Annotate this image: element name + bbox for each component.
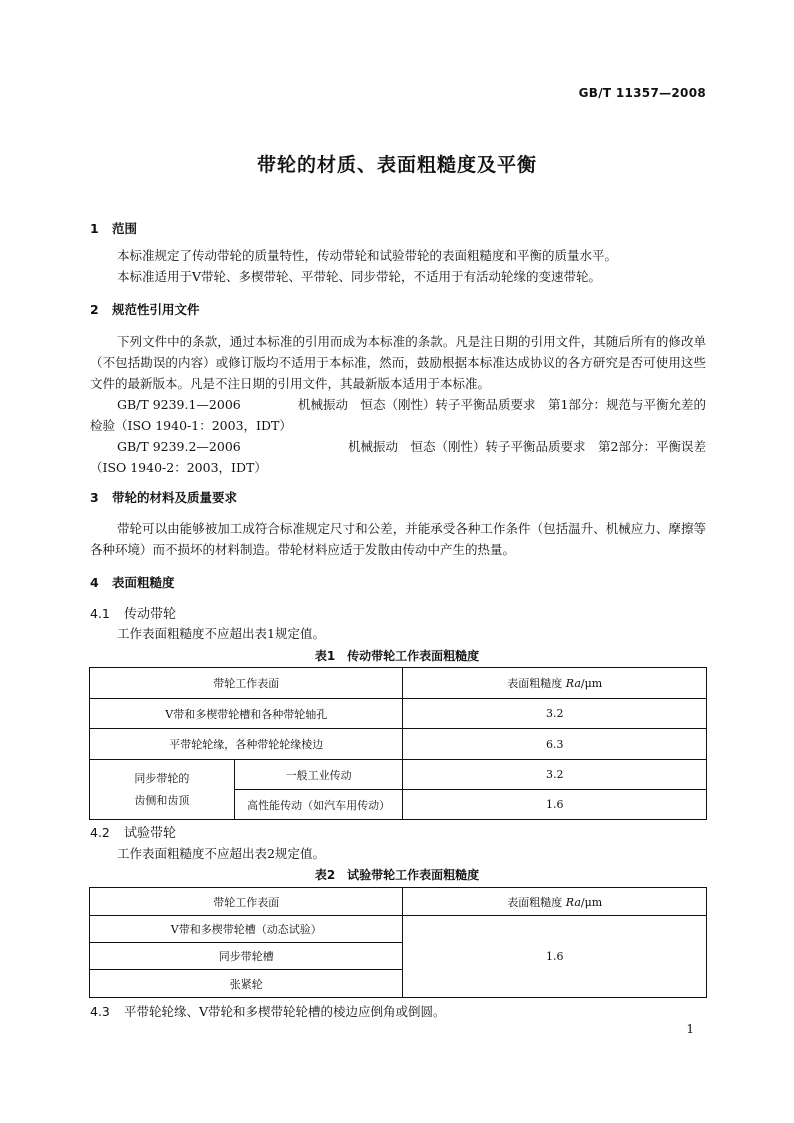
- section-1-heading: [90, 219, 137, 237]
- surface-cell: 平带轮轮缘，各种带轮轮缘棱边: [90, 729, 403, 760]
- ra-cell: 3.2: [403, 760, 707, 790]
- table-header-row: [90, 668, 707, 699]
- subsection-number: 4.2: [90, 825, 110, 840]
- section-2-paragraph-1: 下列文件中的条款，通过本标准的引用而成为本标准的条款。凡是注日期的引用文件，其随后所有的修改单（不包括勘误的内容）或修订版均不适用于本标准，然而，鼓励根据本标准达成协议的各方研究是否可使用这些文件的最新版本。凡是不注日期的引用文件，其最新版本适用于本标准。: [90, 334, 706, 391]
- ra-cell: 6.3: [403, 729, 707, 760]
- surface-cell: V带和多楔带轮槽和各种带轮轴孔: [90, 699, 403, 729]
- section-4-1-text: 工作表面粗糙度不应超出表1规定值。: [117, 626, 325, 641]
- ra-cell: 1.6: [403, 790, 707, 820]
- section-4-2-text: 工作表面粗糙度不应超出表2规定值。: [117, 846, 325, 861]
- table-2-caption: 表2 试验带轮工作表面粗糙度: [314, 868, 480, 882]
- section-number: 1: [90, 221, 99, 236]
- ra-cell: 1.6: [403, 916, 707, 998]
- table-1-caption: 表1 传动带轮工作表面粗糙度: [314, 649, 480, 663]
- table-header-row: [90, 888, 707, 916]
- section-number: 2: [90, 302, 99, 317]
- header-ra-prefix: 表面粗糙度: [507, 677, 566, 690]
- header-ra-prefix: 表面粗糙度: [507, 895, 566, 909]
- section-title: 表面粗糙度: [112, 575, 175, 590]
- surface-cell: 一般工业传动: [234, 760, 403, 790]
- surface-cell: 张紧轮: [90, 970, 403, 998]
- table-row: [90, 760, 707, 790]
- table-1: [89, 667, 707, 820]
- reference-code: GB/T 9239.1—2006: [117, 397, 241, 412]
- header-ra-unit: /μm: [580, 895, 603, 909]
- surface-cell: 同步带轮槽: [90, 943, 403, 970]
- subsection-number: 4.1: [90, 606, 110, 621]
- section-1-paragraph-2: 本标准适用于V带轮、多楔带轮、平带轮、同步带轮，不适用于有活动轮缘的变速带轮。: [117, 269, 602, 284]
- table-row: [90, 729, 707, 760]
- section-3-heading: [90, 488, 237, 506]
- section-4-1-heading: [90, 603, 176, 622]
- reference-title: 机械振动 恒态（刚性）转子平衡品质要求 第1部分：规范与平衡允差的: [298, 397, 706, 412]
- reference-continuation: 检验（ISO 1940-1：2003，IDT）: [90, 418, 292, 433]
- section-number: 3: [90, 490, 99, 505]
- header-roughness: [403, 668, 707, 699]
- section-3-paragraph-1: 带轮可以由能够被加工成符合标准规定尺寸和公差，并能承受各种工作条件（包括温升、机械应力、摩擦等各种环境）而不损坏的材料制造。带轮材料应适于发散由传动中产生的热量。: [90, 521, 706, 557]
- header-roughness: [403, 888, 707, 916]
- subsection-title: 试验带轮: [124, 826, 177, 841]
- section-4-heading: [90, 573, 175, 591]
- reference-continuation: （ISO 1940-2：2003，IDT）: [90, 460, 267, 475]
- section-4-2-heading: [90, 822, 176, 841]
- header-surface: 带轮工作表面: [90, 888, 403, 916]
- subsection-text: 平带轮轮缘、V带轮和多楔带轮轮槽的棱边应倒角或倒圆。: [124, 1004, 446, 1019]
- group-label-line: 齿侧和齿顶: [134, 793, 190, 807]
- section-title: 带轮的材料及质量要求: [112, 490, 238, 505]
- header-surface: 带轮工作表面: [90, 668, 403, 699]
- standard-number: GB/T 11357—2008: [578, 86, 706, 100]
- header-ra-unit: /μm: [580, 677, 603, 690]
- group-label-line: 同步带轮的: [134, 771, 190, 785]
- section-title: 规范性引用文件: [112, 302, 200, 317]
- table-row: [90, 916, 707, 943]
- subsection-number: 4.3: [90, 1004, 110, 1019]
- section-4-3: [90, 1002, 446, 1020]
- section-title: 范围: [112, 221, 138, 236]
- surface-cell: V带和多楔带轮槽（动态试验）: [90, 916, 403, 943]
- section-1-paragraph-1: 本标准规定了传动带轮的质量特性，传动带轮和试验带轮的表面粗糙度和平衡的质量水平。: [117, 248, 618, 263]
- section-2-heading: [90, 300, 200, 318]
- subsection-title: 传动带轮: [124, 607, 177, 622]
- page-title: 带轮的材质、表面粗糙度及平衡: [256, 154, 537, 176]
- group-label-cell: [90, 760, 235, 820]
- header-ra-symbol: Ra: [565, 677, 581, 690]
- reference-code: GB/T 9239.2—2006: [117, 439, 241, 454]
- ra-cell: 3.2: [403, 699, 707, 729]
- surface-cell: 高性能传动（如汽车用传动）: [234, 790, 403, 820]
- table-row: [90, 699, 707, 729]
- reference-1: [90, 394, 706, 436]
- page-number: 1: [686, 1022, 694, 1036]
- reference-title: 机械振动 恒态（刚性）转子平衡品质要求 第2部分：平衡误差: [348, 439, 706, 454]
- reference-2: [90, 436, 706, 478]
- header-ra-symbol: Ra: [565, 895, 581, 909]
- table-2: [89, 887, 707, 998]
- section-number: 4: [90, 575, 99, 590]
